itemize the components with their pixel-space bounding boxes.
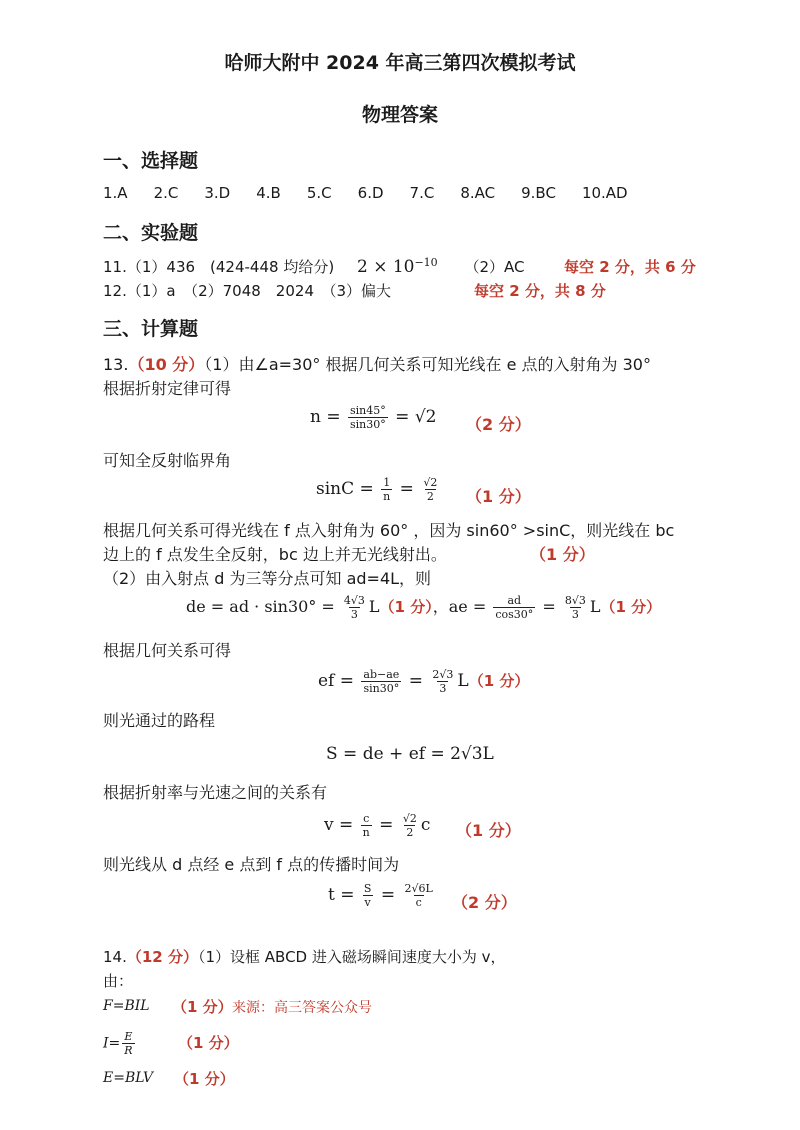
q13-line9: 根据折射率与光速之间的关系有	[103, 783, 328, 802]
eq6-unit: c	[420, 815, 431, 835]
eq6-equals: =	[379, 815, 394, 835]
eq3-fraction3	[563, 594, 588, 621]
q13-line5: 边上的 f 点发生全反射，bc 边上并无光线射出。	[103, 545, 447, 564]
eq3-unit1: L	[368, 597, 380, 616]
eq3-den1: 3	[350, 608, 358, 621]
eq1-num: sin45°	[350, 404, 386, 417]
eq4-unit: L	[457, 671, 469, 691]
eq4-num2: 2√3	[432, 668, 454, 681]
eq7-den2: c	[415, 896, 422, 909]
f2-lhs: I=	[103, 1035, 121, 1052]
q13-eq7-score: （2 分）	[452, 893, 517, 912]
eq2-num1: 1	[383, 476, 391, 489]
q14-f2	[103, 1030, 137, 1057]
eq6-fraction2	[401, 812, 419, 839]
answer-item: 9.BC	[521, 184, 556, 202]
q13-line2: 根据折射定律可得	[103, 379, 232, 398]
q14-number: 14.	[103, 948, 127, 966]
q11-part2: （2）AC	[464, 258, 525, 276]
q14-f1-score: （1 分）	[172, 998, 233, 1016]
q13-number: 13.	[103, 355, 129, 374]
q14-f3: E=BLV	[103, 1070, 153, 1086]
eq4-fraction1	[361, 668, 401, 695]
q14-intro	[103, 946, 506, 967]
q13-eq5: S = de + ef = 2√3L	[326, 744, 494, 764]
q13-line8: 则光通过的路程	[103, 711, 216, 730]
eq6-den2: 2	[406, 826, 414, 839]
eq3-lhs: de = ad · sin30° =	[186, 597, 335, 616]
eq3-num1: 4√3	[343, 594, 365, 607]
answer-item: 10.AD	[581, 184, 628, 202]
eq3-score2: （1 分）	[600, 598, 662, 616]
eq3-fraction2	[493, 594, 535, 621]
q14-intro-text: （1）设框 ABCD 进入磁场瞬间速度大小为 v，	[197, 948, 506, 966]
q13-intro	[103, 352, 651, 375]
section-heading-experiment: 二、实验题	[103, 222, 199, 244]
q11-line	[103, 256, 524, 277]
eq1-den: sin30°	[350, 418, 386, 431]
q13-eq2-score: （1 分）	[466, 487, 531, 506]
eq4-den1: sin30°	[363, 682, 400, 695]
q14-f2-score: （1 分）	[178, 1034, 239, 1052]
eq7-fraction2	[403, 882, 435, 909]
eq3-den3: 3	[571, 608, 579, 621]
eq7-den1: v	[364, 896, 371, 909]
answer-item: 4.B	[256, 184, 281, 202]
q13-eq7	[328, 882, 437, 909]
eq3-score1: （1 分）	[379, 598, 433, 616]
q11-text: 11.（1）436 (424-448 均给分)	[103, 258, 335, 276]
section-heading-calculation: 三、计算题	[103, 318, 199, 340]
eq2-num2: √2	[423, 476, 438, 489]
eq4-lhs: ef =	[318, 671, 355, 691]
q13-line7: 根据几何关系可得	[103, 641, 232, 660]
answer-item: 8.AC	[460, 184, 496, 202]
q11-exponent: −10	[414, 256, 438, 269]
q13-line3: 可知全反射临界角	[103, 451, 232, 470]
q11-value: 2 × 10	[356, 257, 415, 277]
eq3-num3: 8√3	[564, 594, 586, 607]
page-title: 哈师大附中 2024 年高三第四次模拟考试	[224, 52, 576, 74]
section-heading-choice: 一、选择题	[103, 150, 199, 172]
choice-answers	[103, 184, 628, 202]
eq1-lhs: n =	[310, 407, 341, 427]
answer-item: 5.C	[306, 184, 332, 202]
eq3-den2: cos30°	[495, 608, 534, 621]
eq7-equals: =	[380, 885, 396, 905]
eq4-score: （1 分）	[468, 672, 530, 690]
eq6-num1: c	[363, 812, 370, 825]
eq4-equals: =	[408, 671, 423, 691]
eq6-fraction1	[361, 812, 372, 839]
q13-line4: 根据几何关系可得光线在 f 点入射角为 60° ，因为 sin60° >sinC，则光线在 bc	[103, 521, 675, 540]
eq7-num1: S	[363, 882, 372, 895]
answer-item: 6.D	[357, 184, 384, 202]
answer-item: 2.C	[153, 184, 179, 202]
q13-eq4	[318, 668, 529, 695]
eq2-den2: 2	[426, 490, 434, 503]
eq2-den1: n	[383, 490, 391, 503]
eq3-num2: ad	[507, 594, 522, 607]
q13-eq1-score: （2 分）	[466, 415, 531, 434]
eq6-den1: n	[362, 826, 370, 839]
q13-eq6-score: （1 分）	[456, 821, 521, 840]
q13-intro-text: （1）由∠a=30° 根据几何关系可知光线在 e 点的入射角为 30°	[204, 355, 651, 374]
eq2-equals: =	[399, 479, 414, 499]
eq7-lhs: t =	[328, 885, 355, 905]
eq6-num2: √2	[402, 812, 417, 825]
q13-eq3	[186, 594, 661, 621]
q13-line5-score: （1 分）	[530, 545, 595, 564]
eq3-equals: =	[542, 597, 556, 616]
page-subtitle: 物理答案	[361, 104, 438, 126]
q13-eq6	[324, 812, 430, 839]
eq3-mid: ，ae =	[432, 597, 487, 616]
q14-line2: 由：	[103, 972, 134, 990]
answer-item: 7.C	[409, 184, 435, 202]
eq1-rhs: = √2	[395, 407, 437, 427]
q11-score: 每空 2 分，共 6 分	[564, 258, 696, 276]
q12-text: 12.（1）a （2）7048 2024 （3）偏大	[103, 282, 392, 300]
q14-score-total: （12 分）	[126, 948, 198, 966]
eq7-num2: 2√6L	[404, 882, 433, 895]
q13-eq1	[310, 404, 436, 431]
q13-line6: （2）由入射点 d 为三等分点可知 ad=4L，则	[103, 569, 432, 588]
q12-score: 每空 2 分，共 8 分	[474, 282, 606, 300]
eq3-fraction1	[342, 594, 367, 621]
q14-f1-source: 来源：高三答案公众号	[232, 1000, 372, 1016]
eq4-num1: ab−ae	[363, 668, 400, 681]
q14-f3-score: （1 分）	[174, 1070, 235, 1088]
f2-fraction	[122, 1030, 134, 1057]
eq4-fraction2	[430, 668, 455, 695]
eq1-fraction	[348, 404, 388, 431]
eq4-den2: 3	[439, 682, 447, 695]
eq2-fraction2	[421, 476, 439, 503]
answer-item: 3.D	[204, 184, 231, 202]
answer-item: 1.A	[103, 184, 128, 202]
q13-score-total: （10 分）	[128, 355, 205, 374]
eq2-lhs: sinC =	[316, 479, 374, 499]
q13-line10: 则光线从 d 点经 e 点到 f 点的传播时间为	[103, 855, 400, 874]
eq7-fraction1	[362, 882, 374, 909]
eq3-unit2: L	[589, 597, 601, 616]
eq6-lhs: v =	[324, 815, 354, 835]
f2-num: E	[124, 1030, 133, 1043]
f2-den: R	[124, 1044, 133, 1057]
q14-f1: F=BIL	[103, 998, 150, 1014]
q13-eq2	[316, 476, 441, 503]
eq2-fraction1	[381, 476, 392, 503]
